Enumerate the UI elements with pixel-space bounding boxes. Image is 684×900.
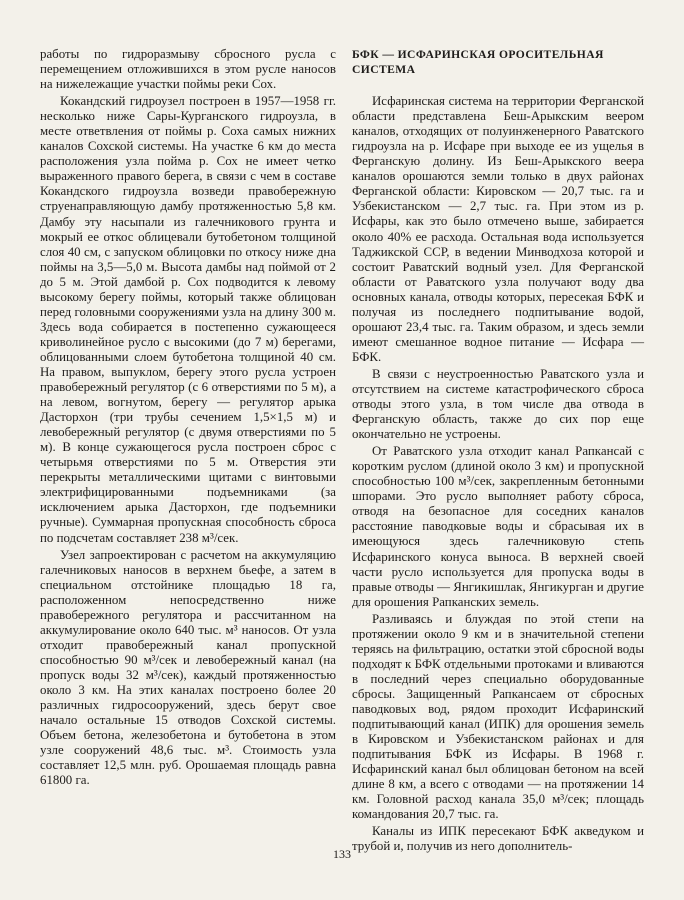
paragraph: Каналы из ИПК пересекают БФК акведуком и трубой и, получив из него дополнитель- — [352, 824, 644, 854]
paragraph: Кокандский гидроузел построен в 1957—1958 гг. несколько ниже Сары-Курганского гидроузла, в месте ответвления от поймы р. Соха самых нижних каналов Сохской системы. На участке 6 км до места расположения узла пойма р. Сох не имеет четко выраженного правого берега, в связи с чем в составе Кокандского гидроузла возведи правобережную струенаправляющую дамбу протяженностью 5,8 км. Дамбу эту насыпали из галечникового грунта и мокрый ее откос облицевали бутобетоном толщиной слоя 40 см, с запуском облицовки по откосу ниже дна поймы на 3,5—5,0 м. Высота дамбы над поймой от 2 до 5 м. Этой дамбой р. Сох подводится к левому высокому берегу поймы, который также облицован перед головными сооружениями узла на длину 300 м. Здесь вода собирается в постепенно сужающееся криволинейное русло с высокими (до 7 м) берегами, облицованными слоем бутобетона толщиной 40 см. На правом, выпуклом, берегу этого русла устроен правобережный регулятор (с 6 отверстиями по 5 м), а на левом, вогнутом, берегу — регулятор арыка Дасторхон (три трубы сечением 1,5×1,5 м) и левобережный регулятор (с двумя отверстиями по 5 м). В конце сужающегося русла построен сброс с четырьмя отверстиями по 5 м. Отверстия эти перекрыты металлическими щитами с винтовыми электрифицированными подъемниками (за исключением арыка Дасторхон, где подъемники ручные). Суммарная пропускная способность сброса по подсчетам составляет 238 м³/сек. — [40, 94, 336, 545]
paragraph: работы по гидроразмыву сбросного русла с перемещением отложившихся в этом русле наносов на нижележащие участки поймы реки Сох. — [40, 47, 336, 92]
paragraph: В связи с неустроенностью Раватского узла и отсутствием на системе катастрофического сброса отводы этого узла, в том числе два отвода в Ферганскую область, также до сих пор еще окончательно не устроены. — [352, 366, 644, 442]
paragraph: Исфаринская система на территории Ферганской области представлена Беш-Арыкским веером каналов, отходящих от полуинженерного Раватского гидроузла на р. Исфаре при выходе ее из ущелья в Ферганскую долину. Из Беш-Арыкского веера каналов орошаются земли только в двух районах Ферганской области: Кировском — 20,7 тыс. га и Узбекистанском — 2,7 тыс. га. При этом из р. Исфары, как это было отмечено выше, забирается около 40% ее расхода. Остальная вода используется Таджикской ССР, в ведении Минводхоза которой и состоит Раватский водный узел. Для Ферганской области от Раватского узла получают воду два основных канала, отводы которых, пересекая БФК и получая из последнего подпитывание водой, орошают 23,4 тыс. га. Таким образом, и здесь земли имеют смешанное водное питание — Исфара — БФК. — [352, 94, 644, 364]
right-column — [352, 47, 644, 854]
paragraph: От Раватского узла отходит канал Рапкансай с коротким руслом (длиной около 3 км) и пропускной способностью 100 м³/сек, закрепленным бетонными шпорами. Это русло выполняет работу сброса, отводя на безопасное для соседних каналов расстояние паводковые воды и сбрасывая их в имеющуюся здесь галечниковую степь Исфаринского конуса выноса. В верхней своей части русло используется для пропуска воды в правые отводы — Янгикишлак, Янгикурган и другие для орошения Рапканских земель. — [352, 444, 645, 609]
paragraph: Узел запроектирован с расчетом на аккумуляцию галечниковых наносов в верхнем бьефе, а затем в специальном отстойнике площадью 18 га, расположенном непосредственно ниже правобережного регулятора и рассчитанном на аккумулирование около 640 тыс. м³ наносов. От узла отходит правобережный канал пропускной способностью 90 м³/сек и левобережный канал (на пропуск воды 32 м³/сек), каждый протяженностью около 3 км. На этих каналах построено более 20 различных гидросооружений, здесь берут свое начало остальные 15 отводов Сохской системы. Объем бетона, железобетона и бутобетона в этом узле сооружений 48,6 тыс. м³. Стоимость узла составляет 12,5 млн. руб. Орошаемая площадь равна 61800 га. — [40, 547, 336, 788]
page-number: 133 — [333, 847, 351, 861]
left-column — [40, 47, 336, 788]
section-heading: БФК — ИСФАРИНСКАЯ ОРОСИТЕЛЬНАЯ СИСТЕМА — [352, 48, 604, 77]
paragraph: Разливаясь и блуждая по этой степи на протяжении около 9 км и в значительной степени теряясь на фильтрацию, остатки этой сбросной воды подходят к БФК отдельными протоками и вливаются в последний через специально оборудованные сбросы. Защищенный Рапкансаем от сбросных паводковых вод, рядом проходит Исфаринский подпитывающий канал (ИПК) для орошения земель в Кировском и Узбекистанском районах и для подпитывания БФК из Исфары. В 1968 г. Исфаринский канал был облицован бетоном на всей длине 8 км, а всего с отводами — на протяжении 14 км. Головной расход канала 35,0 м³/сек; площадь командования 20,7 тыс. га. — [352, 611, 644, 822]
